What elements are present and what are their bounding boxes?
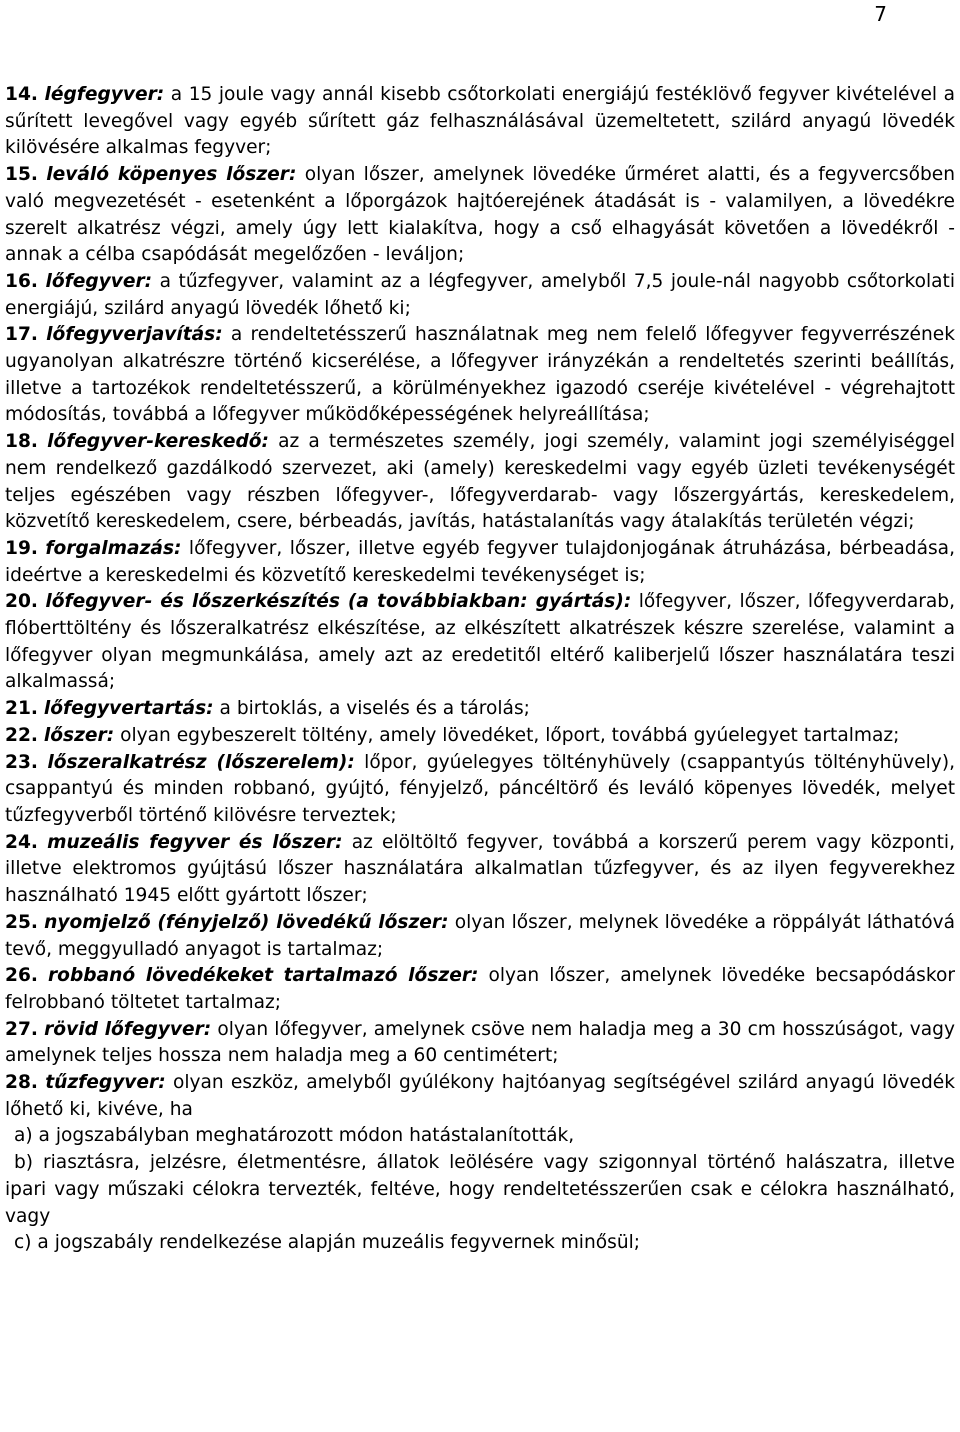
subitem-a: a) a jogszabályban meghatározott módon hatástalanították, <box>14 1125 575 1147</box>
definition-22 <box>5 723 955 750</box>
definition-text: az elöltöltő fegyver, továbbá a korszerű perem vagy központi, illetve elektromos gyújtású lőszer használatára alkalmatlan tűzfegyver, és az ilyen fegyverekhez használható 1945 előtt gyártott lőszer; <box>5 831 956 907</box>
definition-number: 14. <box>5 84 38 105</box>
definition-25 <box>5 910 955 963</box>
definition-text: a 15 joule vagy annál kisebb csőtorkolati energiájú festéklövő fegyver kivételével a sűrített levegővel vagy egyéb sűrített gáz felhasználásával üzemeltetett, szilárd anyagú lövedék kilövésére alkalmas fegyver; <box>5 84 955 159</box>
definition-18 <box>5 429 955 536</box>
definition-24 <box>5 830 955 910</box>
definition-text: olyan lőszer, melynek lövedéke a röppályát láthatóvá tevő, meggyulladó anyagot is tartalmaz; <box>5 911 955 960</box>
definition-term: lőszeralkatrész (lőszerelem): <box>47 751 355 773</box>
definition-term: robbanó lövedékeket tartalmazó lőszer: <box>48 965 479 987</box>
definition-23 <box>5 750 955 830</box>
definition-text: olyan lőszer, amelynek lövedéke becsapódáskor felrobbanó töltetet tartalmaz; <box>5 965 955 1013</box>
subitem-b: b) riasztásra, jelzésre, életmentésre, állatok leölésére vagy szigonnyal történő halászatra, illetve ipari vagy műszaki célokra tervezték, feltéve, hogy rendeltetésszerűen csak e célokra használható, vagy <box>5 1152 955 1227</box>
definition-term: lőfegyverjavítás: <box>46 324 223 346</box>
definition-26 <box>5 963 955 1016</box>
definition-text: lőfegyver, lőszer, illetve egyéb fegyver tulajdonjogának átruházása, bérbeadása, ideértve a kereskedelmi és közvetítő kereskedelmi tevékenységet is; <box>5 537 955 586</box>
definition-text: lőfegyver, lőszer, lőfegyverdarab, flóberttöltény és lőszeralkatrész elkészítése, az elkészített alkatrészek készre szerelése, valamint a lőfegyver olyan megmunkálása, amely azt az eredetitől eltérő kaliberjelű lőszer használatára teszi alkalmassá; <box>5 591 955 693</box>
definition-text: a birtoklás, a viselés és a tárolás; <box>219 698 530 720</box>
definition-term: rövid lőfegyver: <box>44 1018 212 1040</box>
definition-text: olyan egybeszerelt töltény, amely lövedéket, lőport, továbbá gyúelegyet tartalmaz; <box>120 724 900 746</box>
definition-number: 24. <box>5 831 38 853</box>
definition-15 <box>5 162 955 269</box>
definition-text: a rendeltetésszerű használatnak meg nem felelő lőfegyver fegyverrészének ugyanolyan alkatrészre történő kicserélése, a lőfegyver irányzékán a rendeltetés szerinti beállítás, illetve a tartozékok rendeltetésszerű, a körülményekhez igazodó cseréje kivételével - végrehajtott módosítás, továbbá a lőfegyver működőképességének helyreállítása; <box>5 324 955 426</box>
definition-text: az a természetes személy, jogi személy, valamint jogi személyiséggel nem rendelkező gazdálkodó szervezet, aki (amely) kereskedelmi vagy egyéb üzleti tevékenységét teljes egészében vagy részben lőfegyver-, lőfegyverdarab- vagy lőszergyártás, kereskedelem, közvetítő kereskedelem, csere, bérbeadás, javítás, hatástalanítás vagy átalakítás területén végzi; <box>5 431 955 533</box>
definition-term: forgalmazás: <box>45 537 182 559</box>
definition-28 <box>5 1070 955 1123</box>
definition-text: a tűzfegyver, valamint az a légfegyver, amelyből 7,5 joule-nál nagyobb csőtorkolati energiájú, szilárd anyagú lövedék lőhető ki; <box>5 270 955 319</box>
definition-number: 23. <box>5 751 38 773</box>
definition-text: olyan lőfegyver, amelynek csöve nem haladja meg a 30 cm hosszúságot, vagy amelynek teljes hossza nem haladja meg a 60 centimétert; <box>5 1018 955 1067</box>
definition-number: 19. <box>5 537 38 559</box>
definition-number: 18. <box>5 431 38 453</box>
definitions-list <box>5 82 955 1257</box>
definition-21 <box>5 696 955 723</box>
definition-term: nyomjelző (fényjelző) lövedékű lőszer: <box>44 911 449 933</box>
definition-number: 27. <box>5 1018 38 1040</box>
definition-number: 16. <box>5 270 38 292</box>
definition-text: olyan eszköz, amelyből gyúlékony hajtóanyag segítségével szilárd anyagú lövedék lőhető ki, kivéve, ha <box>5 1072 955 1120</box>
definition-number: 17. <box>5 324 38 346</box>
definition-term: muzeális fegyver és lőszer: <box>47 831 343 853</box>
definition-text: lőpor, gyúelegyes töltényhüvely (csappantyús töltényhüvely), csappantyú és minden robbanó, gyújtó, fényjelző, páncéltörő és leváló köpenyes lövedék, melyet tűzfegyverből történő kilövésre terveztek; <box>5 751 955 826</box>
definition-number: 21. <box>5 698 38 720</box>
definition-term: lőfegyver- és lőszerkészítés (a továbbiakban: gyártás): <box>45 591 632 613</box>
definition-term: légfegyver: <box>44 84 165 105</box>
definition-14 <box>5 82 955 162</box>
definition-term: lőszer: <box>43 724 115 746</box>
subitem-c: c) a jogszabály rendelkezése alapján muzeális fegyvernek minősül; <box>14 1232 641 1254</box>
definition-number: 15. <box>5 164 38 186</box>
definition-term: leváló köpenyes lőszer: <box>46 164 297 186</box>
definition-16 <box>5 269 955 322</box>
definition-number: 28. <box>5 1072 38 1094</box>
definition-27 <box>5 1017 955 1070</box>
definition-17 <box>5 322 955 429</box>
definition-term: tűzfegyver: <box>45 1072 166 1094</box>
definition-term: lőfegyvertartás: <box>43 698 214 720</box>
definition-number: 20. <box>5 591 38 613</box>
page-number: 7 <box>874 2 887 26</box>
definition-term: lőfegyver: <box>45 270 153 292</box>
definition-term: lőfegyver-kereskedő: <box>47 431 269 453</box>
definition-text: olyan lőszer, amelynek lövedéke űrméret alatti, és a fegyvercsőben való megvezetését - esetenként a lőporgázok hajtóerejének átadását is - valamilyen, a lövedékre szerelt alkatrész végzi, amely úgy lett kialakítva, hogy a cső elhagyását követően a lövedékről - annak a célba csapódását megelőzően - leváljon; <box>5 164 955 266</box>
definition-20 <box>5 589 955 696</box>
definition-number: 26. <box>5 965 38 987</box>
definition-number: 22. <box>5 724 38 746</box>
definition-19 <box>5 536 955 589</box>
definition-number: 25. <box>5 911 38 933</box>
